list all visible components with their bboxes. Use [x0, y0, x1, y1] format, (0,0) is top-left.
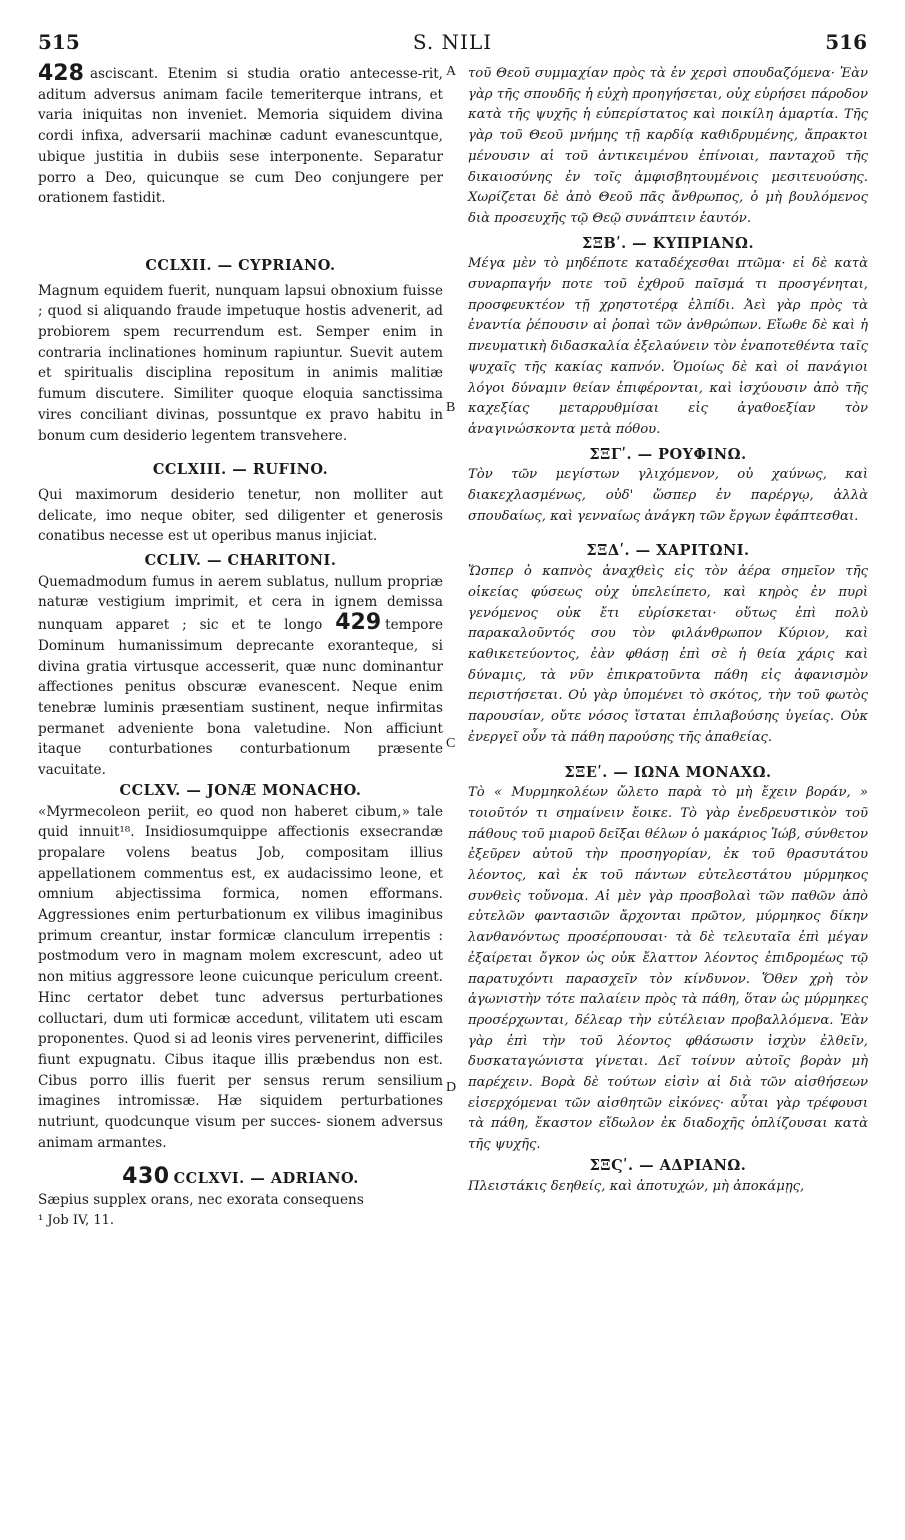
latin-text-264-a: Quemadmodum fumus in aerem sublatus, nullum propriæ naturæ vestigium imprimit, et cera in ignem demissa nunquam apparet ; sic et te longo [38, 573, 443, 634]
greek-intro: τοῦ Θεοῦ συμμαχίαν πρὸς τὰ ἐν χερσὶ σπουδαζόμενα· Ἐὰν γὰρ τῆς σπουδῆς ἡ εὐχὴ προηγήσεται, οὐχ εὑρήσει πάροδον κατὰ τῆς ψυχῆς ἡ εὐπερίστατος καὶ ποικίλη ἁμαρτία. Τῆς γὰρ τοῦ Θεοῦ μνήμης τῇ καρδίᾳ καθιδρυμένης, ἄπρακτοι μένουσιν αἱ τοῦ ἀντικειμένου ἐπίνοιαι, πανταχοῦ τῆς δικαιοσύνης ἐν τοῖς ἀμφισβητουμένοις μεσιτευούσης. Χωρίζεται δὲ ἀπὸ Θεοῦ πᾶς ἄνθρωπος, ὁ μὴ βουλόμενος διὰ προσευχῆς τῷ Θεῷ συνάπτειν ἑαυτόν. [468, 66, 868, 226]
margin-letter-d: D [446, 1080, 457, 1095]
running-title: S. NILI [412, 30, 493, 54]
left-page-number: 515 [38, 30, 80, 54]
page-header [0, 30, 905, 64]
greek-text-264: Ὥσπερ ὁ καπνὸς ἀναχθεὶς εἰς τὸν ἀέρα σημεῖον τῆς οἰκείας φύσεως οὐχ ὑπελείπετο, καὶ κηρὸς ἐν πυρὶ γενόμενος οὐκ ἔτι εὑρίσκεται· οὕτως ἐπὶ πολὺ παρακαλοῦντός σου τὸν φιλάνθρωπον Κύριον, καὶ καθικετεύοντος, ἐὰν φθάσῃ ἐπὶ σὲ ἡ θεία χάρις καὶ δύναμις, τὰ νῦν ἐπικρατοῦντα πάθη εἰς ἀφανισμὸν περιστήσεται. Οὐ γὰρ ὑπομένει τὸ σκότος, τὴν τοῦ φωτὸς παρουσίαν, οὔτε νόσος ἵσταται ἐπιλαβούσης ὑγείας. Οὐκ ἐνεργεῖ οὖν τὰ πάθη παρούσης τῆς ἀπαθείας. [468, 564, 868, 745]
column-marker-429: 429 [335, 610, 382, 636]
greek-text-263: Τὸν τῶν μεγίστων γλιχόμενον, οὐ χαύνως, καὶ διακεχλασμένως, οὐδ' ὥσπερ ἐν παρέργῳ, ἀλλὰ σπουδαίως, καὶ γενναίως ἀνάγκη τῶν ἔργων ἐφάπτεσθαι. [468, 467, 868, 524]
greek-heading-262: ΣΞΒʹ. — ΚΥΠΡΙΑΝΩ. [581, 234, 755, 252]
column-marker-430: 430 [122, 1164, 170, 1190]
greek-text-266: Πλειστάκις δεηθείς, καὶ ἀποτυχών, μὴ ἀποκάμῃς, [468, 1178, 805, 1194]
greek-column [468, 64, 868, 1197]
margin-letter-b: B [446, 400, 456, 415]
latin-intro-text: asciscant. Etenim si studia oratio antecesse-rit, aditum adversus animam facile temeriterque intrans, et varia iniquitas non inveniet. Memoria siquidem divina cordi infixa, adversarii machinæ cadunt evanescuntque, ubique justitia in dubiis sese interponente. Separatur porro a Deo, quicunque se cum Deo conjungere per orationem fastidit. [38, 66, 443, 207]
latin-heading-262: CCLXII. — CYPRIANO. [145, 256, 336, 274]
latin-heading-264: CCLIV. — CHARITONI. [144, 552, 337, 570]
margin-letter-a: A [446, 64, 457, 79]
latin-text-262: Magnum equidem fuerit, nunquam lapsui obnoxium fuisse ; quod si aliquando fraude impetuque hostis advenerit, ad probiorem spem recurrendum est. Semper enim in contraria inclinationes hominum rapiuntur. Suevit autem et spiritualis disciplina repositum in animis malitiæ fumum discutere. Similiter quoque eloquia sanctissima vires conciliant divinas, possuntque ex pravo habitu in bonum cum desiderio legentem transvehere. [38, 282, 443, 444]
latin-text-264 [38, 572, 443, 781]
latin-heading-266-text: CCLXVI. — ADRIANO. [173, 1170, 359, 1188]
greek-text-262: Μέγα μὲν τὸ μηδέποτε καταδέχεσθαι πτῶμα· εἰ δὲ κατὰ συναρπαγήν ποτε τοῦ ἐχθροῦ παῖσμά τι προσγένηται, προσφευκτέον τῇ χρηστοτέρᾳ ἐλπίδι. Ἀεὶ γὰρ πρὸς τὰ ἐναντία ῥέπουσιν αἱ ῥοπαὶ τῶν ἀνθρώπων. Εἴωθε δὲ καὶ ἡ πνευματικὴ διδασκαλία ἐξελαύνειν τὸν ἐναποτεθέντα ταῖς ψυχαῖς τῆς κακίας καπνόν. Ὁμοίως δὲ καὶ οἱ πανάγιοι λόγοι δύναμιν θείαν ἐπιφέρονται, καὶ ἰσχύουσιν ἀπὸ τῆς καχεξίας μεταρρυθμίσαι εἰς ἀγαθοεξίαν τὸν ἀναγινώσκοντα μετὰ πόθου. [468, 256, 868, 437]
greek-heading-264: ΣΞΔʹ. — ΧΑΡΙΤΩΝΙ. [586, 542, 750, 560]
right-page-number: 516 [825, 30, 867, 54]
latin-text-263: Qui maximorum desiderio tenetur, non molliter aut delicate, imo neque obiter, sed diligenter et generosis conatibus necesse est ut operibus manus injiciat. [38, 486, 443, 545]
greek-heading-263: ΣΞΓʹ. — ΡΟΥΦΙΝΩ. [589, 445, 747, 463]
latin-column [38, 61, 443, 1232]
greek-heading-265: ΣΞΕʹ. — ΙΩΝΑ ΜΟΝΑΧΩ. [564, 763, 772, 781]
margin-letter-c: C [446, 736, 456, 751]
latin-text-264-b: tempore Dominum humanissimum deprecante exoranteque, si divina gratia virtusque accesserit, quæ nunc dominantur affectiones penitus obscuræ evanescent. Neque enim tenebræ luminis præsentiam sustinent, neque infirmitas permanet adveniente bona valetudine. Non afficiunt itaque conturbationes conturbationum præsente vacuitate. [38, 617, 443, 779]
greek-text-265: Τὸ « Μυρμηκολέων ὤλετο παρὰ τὸ μὴ ἔχειν βοράν, » τοιοῦτόν τι σημαίνειν ἔοικε. Τὸ γὰρ ἐνεδρευστικὸν τοῦ πάθους τοῦ μιαροῦ δεῖξαι θέλων ὁ μακάριος Ἰώβ, σύνθετον ἐξεῦρεν αὐτοῦ τὴν προσηγορίαν, ἐκ τοῦ θρασυτάτου λέοντος, καὶ ἐκ τοῦ πάντων εὐτελεστάτου μύρμηκος συνθεὶς τοὔνομα. Αἱ μὲν γὰρ προσβολαὶ τῶν παθῶν ἀπὸ εὐτελῶν φαντασιῶν ἄρχονται πρῶτον, μύρμηκος δίκην λανθανόντως προσέρπουσαι· τὰ δὲ τελευταῖα ἐπὶ μέγαν ἐξαίρεται ὄγκον ὡς οὐκ ἔλαττον λέοντος ἐπιδρομέως τῷ παρατυχόντι παρασχεῖν τὸν κίνδυνον. Ὅθεν χρὴ τὸν ἀγωνιστὴν τότε παλαίειν πρὸς τὰ πάθη, ὅταν ὡς μύρμηκες προσέρχωνται, δέλεαρ τὴν εὐτέλειαν προβαλλόμενα. Ἐὰν γὰρ ἐπὶ τὴν τοῦ λέοντος φθάσωσιν ἰσχὺν ἐλθεῖν, δυσκαταγώνιστα γίνεται. Δεῖ τοίνυν αὐτοῖς βορὰν μὴ παρέχειν. Βορὰ δὲ τούτων εἰσὶν αἱ διὰ τῶν αἰσθήσεων εἰσερχόμεναι τῶν αἰσθητῶν εἰκόνες· αὗται γὰρ τρέφουσι τὰ πάθη, ἕκαστον εἴδωλον ἐκ διαδοχῆς ὁπλίζουσαι κατὰ τῆς ψυχῆς. [468, 785, 868, 1153]
latin-heading-263: CCLXIII. — RUFINO. [152, 461, 329, 479]
latin-intro [38, 61, 443, 209]
greek-heading-266: ΣΞϚʹ. — ΑΔΡΙΑΝΩ. [589, 1156, 747, 1174]
latin-heading-265: CCLXV. — JONÆ MONACHO. [119, 781, 362, 799]
latin-heading-266 [38, 1164, 443, 1190]
column-marker-428: 428 [38, 61, 84, 86]
footnote: ¹ Job IV, 11. [38, 1212, 115, 1228]
latin-text-266: Sæpius supplex orans, nec exorata consequens [38, 1192, 364, 1209]
latin-text-265: «Myrmecoleon periit, eo quod non haberet cibum,» tale quid innuit¹⁸. Insidiosumquippe affectionis exsecrandæ propalare volens beatus Job, compositam illius appellationem commentus est, ex audacissimo leone, et omnium abjectissima formica, nomen efformans. Aggressiones enim perturbationum ex vilibus imaginibus primum creantur, instar formicæ clanculum irrepentis : postmodum vero in magnam molem excrescunt, adeo ut non mitius aggressore leone cuicunque periculum creent. Hinc certator debet tunc adversus perturbationes colluctari, dum uti formicæ accedunt, vilitatem uti escam proponentes. Quod si ad leonis vires pervenerint, difficiles fiunt expugnatu. Cibus itaque illis præbendus non est. Cibus porro illis fuerit per sensus rerum sensilium imagines intromissæ. Hæ siquidem perturbationes nutriunt, quodcunque visum per succes- sionem adversus animam armantes. [38, 803, 443, 1151]
